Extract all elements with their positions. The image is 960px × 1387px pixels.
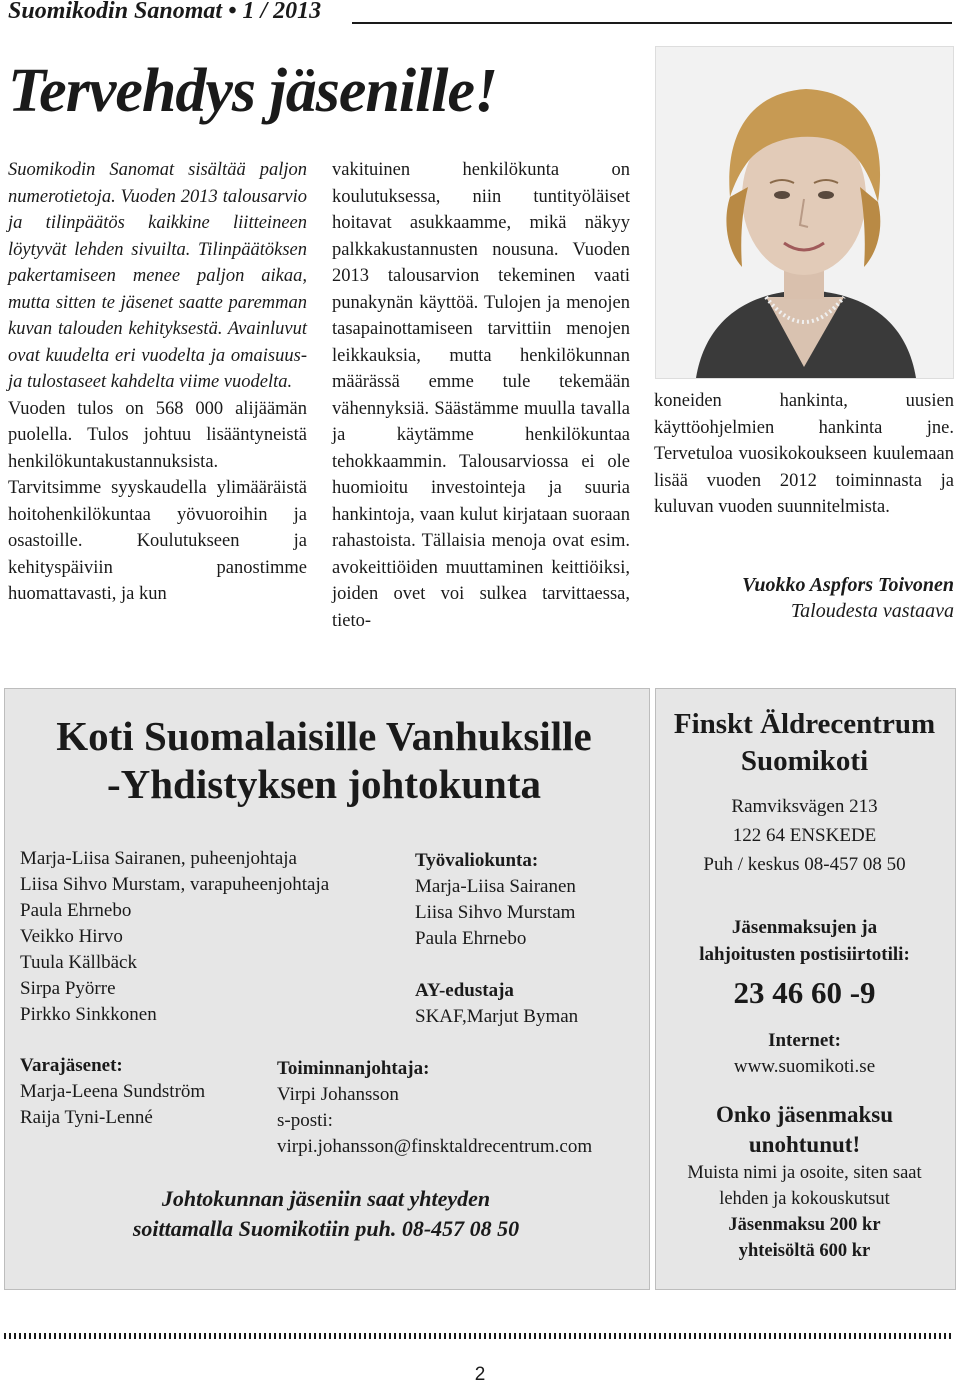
address-line: Ramviksvägen 213: [731, 796, 878, 817]
article-lead: Suomikodin Sanomat sisältää paljon numerotietoja. Vuoden 2013 talousarvio ja tilinpäätös kaikkine liitteineen löytyvät lehden sivuilta. Tilinpäätöksen pakertamiseen menee paljon aikaa, mutta sitten te jäsenet saatte paremman kuvan talouden kehityksestä. Avainluvut ovat kuudelta eri vuodelta ja omaisuus- ja tulostaseet kahdelta viime vuodelta.: [8, 160, 307, 392]
list-item: Paula Ehrnebo: [20, 900, 132, 921]
article-column-1: [8, 157, 307, 608]
center-phone: Puh / keskus 08-457 08 50: [703, 854, 906, 875]
signature-name: Vuokko Aspfors Toivonen: [742, 574, 954, 596]
reminder-line: Muista nimi ja osoite, siten saat: [687, 1163, 922, 1183]
internet-label: Internet:: [768, 1030, 841, 1051]
article-title: Tervehdys jäsenille!: [8, 57, 498, 125]
list-item: Veikko Hirvo: [20, 926, 123, 947]
center-address: [655, 792, 954, 879]
payment-title-line: lahjoitusten postisiirtotili:: [699, 944, 910, 965]
work-committee-label: Työvaliokunta:: [415, 850, 539, 871]
article-paragraph: vakituinen henkilökunta on koulutuksessa, niin tuntityöläiset hoitavat asukkaamme, mikä näkyy palkkakustannusten nousuna. Vuoden 2013 talousarvion tekeminen vaati punakynän käyttöä. Tulojen ja menojen tasapainottamiseen tarvittiin menojen leikkauksia, mutta henkilökunnan määrässä emme tule tekemään vähennyksiä. Säästämme muulla tavalla ja käytämme henkilökuntaa tehokkaammin. Talousarviossa ei ole huomioitu investointeja ja suuria hankintoja, vaan kulut kirjataan suoraan rahastoista. Tällaisia menoja ovat esim. avokeittiöiden muuttaminen keittiöiksi, joiden ovet voi sulkea tarvittaessa, tieto-: [332, 160, 630, 631]
board-title-line: -Yhdistyksen johtokunta: [106, 761, 542, 807]
article-paragraph: koneiden hankinta, uusien käyttöohjelmien hankinta jne. Tervetuloa vuosikokoukseen kuulemaan lisää vuoden 2012 toiminnasta ja kuluvan vuoden suunnitelmista.: [654, 391, 954, 517]
page-number: 2: [474, 1364, 486, 1385]
board-members-list: [20, 846, 329, 1028]
payment-title-line: Jäsenmaksujen ja: [731, 917, 878, 938]
board-title-line: Koti Suomalaisille Vanhuksille: [56, 713, 592, 759]
list-item: Sirpa Pyörre: [20, 978, 116, 999]
list-item: Pirkko Sinkkonen: [20, 1004, 157, 1025]
center-title: [655, 706, 954, 780]
header-rule: [352, 22, 952, 24]
portrait-image: [656, 47, 953, 378]
dashed-divider: [4, 1333, 954, 1339]
deputies-list: [20, 1053, 205, 1131]
list-item: Marja-Leena Sundström: [20, 1081, 206, 1102]
center-title-line: Finskt Äldrecentrum: [673, 708, 936, 740]
article-signature: [654, 572, 954, 624]
address-line: 122 64 ENSKEDE: [732, 825, 877, 846]
signature-role: Taloudesta vastaava: [790, 600, 954, 622]
membership-reminder-title: [655, 1100, 954, 1160]
center-title-line: Suomikoti: [740, 745, 869, 777]
director-name: Virpi Johansson: [277, 1084, 399, 1105]
page-header: [0, 0, 960, 32]
article-column-3: [654, 388, 954, 521]
website-link[interactable]: www.suomikoti.se: [733, 1056, 876, 1077]
union-representative-name: SKAF,Marjut Byman: [415, 1006, 579, 1027]
article-column-2: [332, 157, 630, 634]
contact-note-line: Johtokunnan jäseniin saat yhteyden: [161, 1186, 491, 1211]
board-title: [0, 712, 648, 808]
director-block: [277, 1056, 592, 1160]
author-portrait: [655, 46, 954, 379]
union-representative-label: AY-edustaja: [415, 980, 514, 1001]
list-item: Marja-Liisa Sairanen: [415, 876, 576, 897]
list-item: Liisa Sihvo Murstam: [415, 902, 576, 923]
publication-title: Suomikodin Sanomat • 1 / 2013: [8, 0, 322, 24]
board-contact-note: [4, 1184, 648, 1244]
list-item: Marja-Liisa Sairanen, puheenjohtaja: [20, 848, 297, 869]
article-paragraph: Vuoden tulos on 568 000 alijäämän puolella. Tulos johtuu lisääntyneistä henkilökuntakustannuksista. Tarvitsimme syyskaudella ylimääräistä hoitohenkilökuntaa yövuoroihin ja osastoille. Koulutukseen ja kehityspäiviin panostimme huomattavasti, ja kun: [8, 398, 307, 604]
reminder-title-line: Onko jäsenmaksu: [715, 1102, 894, 1127]
deputies-label: Varajäsenet:: [20, 1055, 123, 1076]
union-representative: [415, 978, 578, 1030]
payment-account-title: [655, 914, 954, 968]
director-label: Toiminnanjohtaja:: [277, 1058, 430, 1079]
list-item: Tuula Källbäck: [20, 952, 137, 973]
contact-note-line: soittamalla Suomikotiin puh. 08-457 08 50: [132, 1216, 520, 1241]
list-item: Liisa Sihvo Murstam, varapuheenjohtaja: [20, 874, 330, 895]
fee-line: Jäsenmaksu 200 kr: [728, 1215, 881, 1235]
list-item: Raija Tyni-Lenné: [20, 1107, 153, 1128]
payment-account-number: 23 46 60 -9: [733, 975, 876, 1010]
membership-reminder-text: [655, 1160, 954, 1212]
membership-fees: [655, 1212, 954, 1264]
director-email-label: s-posti:: [277, 1110, 333, 1131]
list-item: Paula Ehrnebo: [415, 928, 527, 949]
reminder-title-line: unohtunut!: [748, 1132, 861, 1157]
work-committee-list: [415, 848, 576, 952]
fee-line: yhteisöltä 600 kr: [738, 1241, 871, 1261]
reminder-line: lehden ja kokouskutsut: [719, 1189, 890, 1209]
director-email: virpi.johansson@finsktaldrecentrum.com: [277, 1136, 593, 1157]
